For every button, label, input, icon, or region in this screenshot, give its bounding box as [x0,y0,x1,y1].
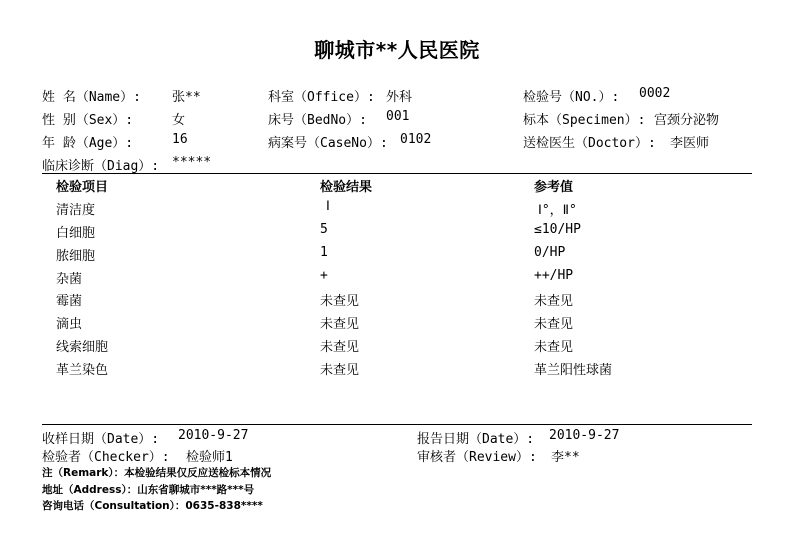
no-label: 检验号（NO.）: [523,90,620,105]
reference-cell: Ⅰ°，Ⅱ° [538,203,577,218]
doctor-value: 李医师 [670,136,710,151]
reference-cell: 0/HP [534,245,566,260]
item-cell: 白细胞 [56,226,96,241]
specimen-label: 标本（Specimen）: [523,113,646,128]
reviewer-label: 审核者（Review）: [417,450,537,465]
result-cell: + [320,268,328,283]
bed-value: 001 [386,109,410,124]
report-date-label: 报告日期（Date）: [417,432,535,447]
age-value: 16 [172,132,188,147]
address-note: 地址（Address）：山东省聊城市***路***号 [42,484,255,496]
name-value: 张** [172,90,201,105]
diag-value: ***** [172,155,212,170]
reference-cell: ≤10/HP [534,222,581,237]
reference-cell: 未查见 [534,317,574,332]
result-cell: 未查见 [320,317,360,332]
case-label: 病案号（CaseNo）: [268,136,388,151]
col-header-reference: 参考值 [534,180,574,195]
report-date-value: 2010-9-27 [549,428,620,443]
report-title: 聊城市**人民医院 [314,38,480,62]
item-cell: 脓细胞 [56,249,96,264]
office-label: 科室（Office）: [268,90,375,105]
item-cell: 滴虫 [56,317,83,332]
diag-label: 临床诊断（Diag）: [42,159,160,174]
result-cell: 未查见 [320,363,360,378]
sample-date-label: 收样日期（Date）: [42,432,160,447]
doctor-label: 送检医生（Doctor）: [523,136,656,151]
checker-value: 检验师1 [186,450,233,465]
result-cell: 未查见 [320,340,360,355]
result-cell: 未查见 [320,294,360,309]
item-cell: 清洁度 [56,203,96,218]
sex-label: 性 别（Sex）: [42,113,134,128]
item-cell: 革兰染色 [56,363,109,378]
age-label: 年 龄（Age）: [42,136,134,151]
sex-value: 女 [172,113,186,128]
no-value: 0002 [639,86,671,101]
name-label: 姓 名（Name）: [42,90,141,105]
item-cell: 杂菌 [56,272,83,287]
result-cell: Ⅰ [326,199,330,214]
reviewer-value: 李** [551,450,580,465]
checker-label: 检验者（Checker）: [42,450,170,465]
result-cell: 1 [320,245,328,260]
specimen-value: 宫颈分泌物 [654,113,720,128]
bed-label: 床号（BedNo）: [268,113,367,128]
reference-cell: 革兰阳性球菌 [534,363,613,378]
reference-cell: ++/HP [534,268,574,283]
item-cell: 霉菌 [56,294,83,309]
consultation-note: 咨询电话（Consultation）：0635-838**** [42,500,263,512]
sample-date-value: 2010-9-27 [178,428,249,443]
remark-note: 注（Remark）：本检验结果仅反应送检标本情况 [42,467,272,479]
result-cell: 5 [320,222,328,237]
col-header-result: 检验结果 [320,180,373,195]
col-header-item: 检验项目 [56,180,109,195]
reference-cell: 未查见 [534,294,574,309]
office-value: 外科 [386,90,413,105]
item-cell: 线索细胞 [56,340,109,355]
header-divider [42,173,752,174]
case-value: 0102 [400,132,432,147]
footer-divider [42,424,752,425]
reference-cell: 未查见 [534,340,574,355]
